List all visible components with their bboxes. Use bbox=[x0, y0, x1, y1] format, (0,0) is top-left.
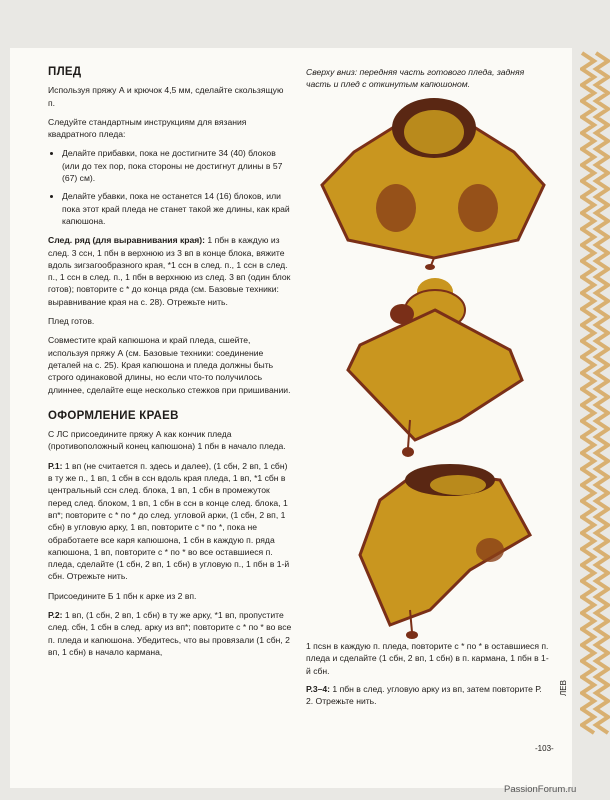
page-number: -103- bbox=[535, 744, 554, 753]
side-label: ЛЕВ bbox=[559, 680, 568, 696]
row2-text: 1 вп, (1 сбн, 2 вп, 1 сбн) в ту же арку, *1 вп, пропустите след. сбн, 1 сбн в след. арку из вп*; повторите с * по * во все п. пледа и капюшона. Убедитесь, что вы провязали (1 сбн, 2 вп, 1 сбн) в начало кармана, bbox=[48, 609, 292, 657]
zigzag-border bbox=[580, 48, 610, 738]
next-row-paragraph bbox=[48, 234, 292, 308]
photo-blanket-back bbox=[340, 270, 530, 460]
list-item: • Делайте убавки, пока не останется 14 (16) блоков, или пока этот край пледа не станет такой же длины, как край капюшона. bbox=[62, 190, 292, 227]
row34-label: Р.3–4: bbox=[306, 683, 331, 694]
photo-caption: Сверху вниз: передняя часть готового пледа, задняя часть и плед с откинутым капюшоном. bbox=[306, 67, 525, 89]
row1-paragraph bbox=[48, 460, 292, 583]
row34-text: 1 пбн в след. угловую арку из вп, затем повторите Р. 2. Отрежьте нить. bbox=[306, 683, 542, 707]
next-row-text: 1 пбн в каждую из след. 3 ссн, 1 пбн в верхнюю из 3 вп в конце блока, вяжите вдоль зигзагообразного края, *1 ссн в след. п., 1 ссн в след. п., 1 ссн в след. п., 1 пбн в верхнюю из след. 3 вп (один блок готов); повторите с * до конца ряда (см. Базовые техники: выравнивание края на с. 28). Отрежьте нить. bbox=[48, 235, 291, 307]
row2-cont-paragraph: 1 псsн в каждую п. пледа, повторите с * по * в оставшиеся п. пледа и сделайте (1 сбн, 2 вп, 1 сбн) в п. кармана, 1 пбн в 1-й сбн. bbox=[306, 641, 549, 676]
instruction-list bbox=[48, 147, 292, 227]
join-paragraph: Совместите край капюшона и край пледа, сшейте, используя пряжу А (см. Базовые техники: соединение деталей на с. 25). Края капюшона и пледа должны быть строго одинаковой длины, но если что-то получилось длиннее, сделайте еще несколько стежков при пришивании. bbox=[48, 335, 291, 395]
attach-b-paragraph: Присоедините Б 1 пбн к арке из 2 вп. bbox=[48, 590, 197, 601]
row2-paragraph bbox=[48, 609, 292, 658]
follow-paragraph: Следуйте стандартным инструкциям для вязания квадратного пледа: bbox=[48, 116, 247, 140]
list-item: • Делайте прибавки, пока не достигните 34 (40) блоков (или до тех пор, пока стороны не достигнут длины в 57 (67) см). bbox=[62, 147, 292, 184]
watermark: PassionForum.ru bbox=[504, 784, 577, 795]
row2-label: Р.2: bbox=[48, 609, 63, 620]
photo-blanket-hood-back bbox=[340, 460, 540, 640]
right-column bbox=[306, 640, 550, 713]
row1-label: Р.1: bbox=[48, 460, 63, 471]
row34-paragraph bbox=[306, 683, 550, 708]
row1-text: 1 вп (не считается п. здесь и далее), (1 сбн, 2 вп, 1 сбн) в ту же п., 1 вп, 1 сбн в ссн вдоль края пледа, 1 вп, *1 сбн в центральный ссн след. блока, 1 вп, 1 сбн в промежуток перед след. блоком, 1 вп, 1 сбн в ссн в конце след. блока, 1 вп*; повторите с * по * до след. угловой арки, (1 сбн, 2 вп, 1 сбн) в угловую арку, 1 вп, повторите с * по *, пока не обработаете все каря капюшона, 1 сбн в каждую п. ряда капюшона, 1 вп, повторите с * по * во все оставшиеся п. пледа, сделайте (1 сбн, 2 вп, 1 сбн) в угловую п., 1 пбн в 1-й сбн. Отрежьте нить. bbox=[48, 460, 290, 582]
next-row-label: След. ряд (для выравнивания края): bbox=[48, 235, 206, 246]
intro-paragraph: Используя пряжу А и крючок 4,5 мм, сделайте скользящую п. bbox=[48, 85, 284, 108]
edging-intro-paragraph: С ЛС присоедините пряжу А как кончик пледа (противоположный конец капюшона) 1 пбн в начало пледа. bbox=[48, 429, 286, 452]
photo-blanket-front bbox=[318, 90, 550, 270]
plaid-ready-paragraph: Плед готов. bbox=[48, 316, 95, 327]
section-title-plaid: ПЛЕД bbox=[48, 66, 82, 78]
section-title-edging: ОФОРМЛЕНИЕ КРАЕВ bbox=[48, 409, 179, 422]
left-column bbox=[48, 66, 292, 665]
